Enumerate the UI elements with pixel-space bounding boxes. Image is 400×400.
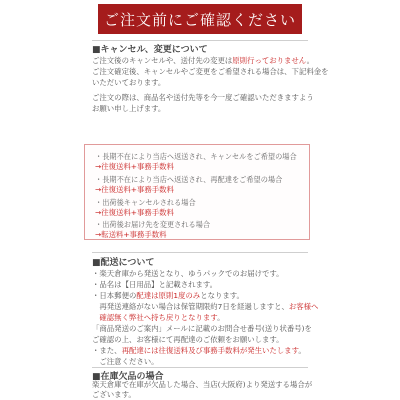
body-text: 「商品発送のご案内」メールに記載のお問合せ番号(送り状番号)を <box>92 324 312 333</box>
emphasis-text: 原則行っておりません <box>232 56 307 65</box>
fee-case <box>95 152 297 172</box>
body-text: となります。 <box>200 291 244 300</box>
delivery-line <box>92 290 244 301</box>
body-text: 再発送連絡がない場合は保管期限約7日を経過しますと、 <box>92 302 289 311</box>
cancel-p1-line <box>92 66 329 77</box>
fee-case-charge: →往復送料+事務手数料 <box>95 162 174 171</box>
body-text: ございます。 <box>92 390 136 399</box>
fee-case-charge: →往復送料+事務手数料 <box>95 208 174 217</box>
fee-case-condition: ・長期不在により当店へ返送され、キャンセルをご希望の場合 <box>95 152 297 161</box>
delivery-line <box>92 334 284 345</box>
body-text: ご注意ください。 <box>92 357 159 366</box>
delivery-line <box>92 312 224 323</box>
body-text: ・品名は【日用品】と記載されます。 <box>92 280 218 289</box>
notice-banner <box>98 4 302 34</box>
divider-top <box>92 40 308 41</box>
emphasis-text: 再配達には往復送料及び事務手数料が発生いたします <box>121 346 299 355</box>
body-text: 。 <box>217 313 225 322</box>
body-text: ご確認の上、お客様にて再配達のご依頼をお願いします。 <box>92 335 284 344</box>
body-text: ご注文確定後、キャンセルやご変更をご希望される場合は、下記料金を <box>92 67 329 76</box>
delivery-line <box>92 279 217 290</box>
divider-bottom <box>92 367 308 368</box>
cancel-p1-line <box>92 77 165 88</box>
fee-case-condition: ・出荷後お届け先を変更される場合 <box>95 220 211 229</box>
emphasis-text: お客様へ <box>288 302 319 311</box>
body-text: ご注文の際は、商品名や送付先等を今一度ご確認いただきますよう <box>92 93 314 102</box>
fee-case-condition: ・出荷後キャンセルされる場合 <box>95 198 196 207</box>
emphasis-text: 配達は原則1度のみ <box>136 291 201 300</box>
delivery-line <box>92 323 312 334</box>
delivery-line <box>92 268 284 279</box>
cancel-p1-line <box>92 55 314 66</box>
cancel-p2-line <box>92 103 165 114</box>
fee-case-charge: →往復送料+事務手数料 <box>95 185 174 194</box>
banner-title: ご注文前にご確認ください <box>103 10 296 29</box>
delivery-line <box>92 301 318 312</box>
body-text: ・日本郵便の <box>92 291 137 300</box>
fee-case-condition: ・長期不在により当店へ返送され、再配達をご希望の場合 <box>95 175 283 184</box>
divider-middle <box>92 252 308 253</box>
delivery-line <box>92 356 159 367</box>
body-text: ご注文後のキャンセルや、送付先の変更は <box>92 56 233 65</box>
body-text: ・楽天倉庫から発送となり、ゆうパックでのお届けです。 <box>92 269 284 278</box>
cancel-p2-line <box>92 92 314 103</box>
fee-case <box>95 198 196 218</box>
body-text: 。 <box>298 346 306 355</box>
fee-conditions-box <box>84 144 310 240</box>
stock-line <box>92 389 136 400</box>
emphasis-text: 確認無く弊社へ持ち戻りとなります <box>92 313 218 322</box>
delivery-section-title: ■配送について <box>92 258 155 268</box>
fee-case <box>95 175 282 195</box>
stock-section-title: ■在庫欠品の場合 <box>92 372 164 382</box>
body-text: ・また、 <box>92 346 122 355</box>
cancel-section-title: ■キャンセル、変更について <box>92 45 208 55</box>
body-text: 。 <box>306 56 315 65</box>
body-text: 楽天倉庫で在庫が欠品した場合、当店(大阪府)より発送する場合が <box>92 380 313 389</box>
fee-case <box>95 220 210 240</box>
fee-case-charge: →転送料+事務手数料 <box>95 230 167 239</box>
body-text: いただいております。 <box>92 78 166 87</box>
body-text: お願い申し上げます。 <box>92 104 166 113</box>
delivery-line <box>92 345 306 356</box>
